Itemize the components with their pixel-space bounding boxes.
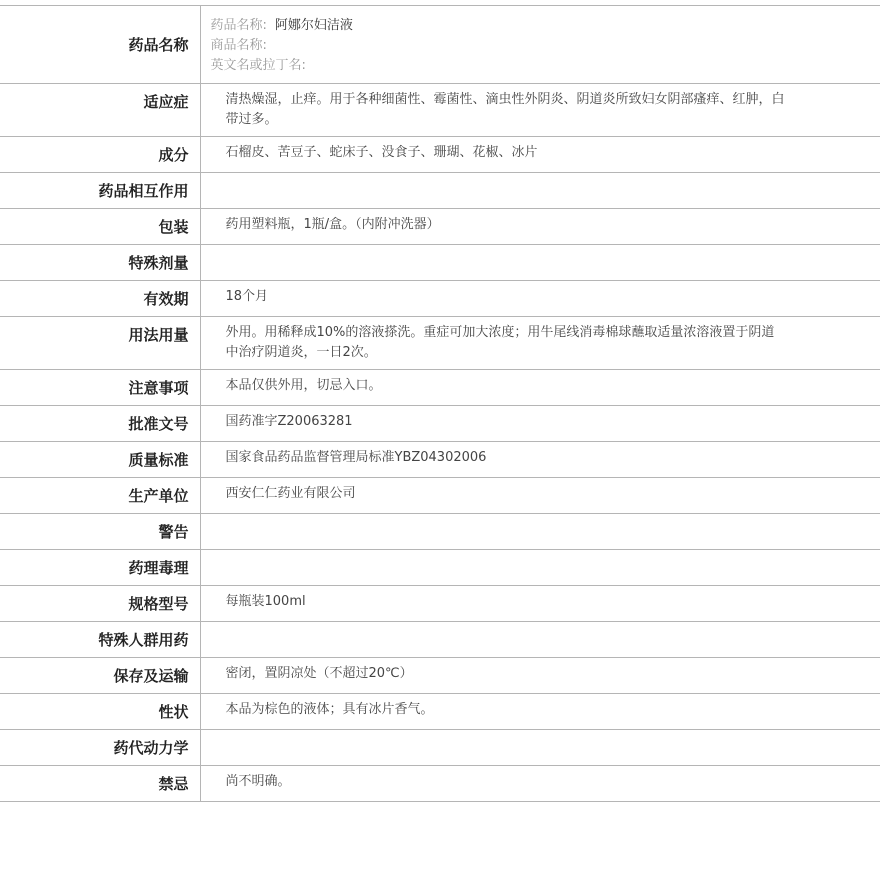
table-row xyxy=(0,730,880,766)
row-label-warning: 警告 xyxy=(0,514,200,550)
indications-text: 清热燥湿，止痒。用于各种细菌性、霉菌性、滴虫性外阴炎、阴道炎所致妇女阴部瘙痒、红肿，白带过多。 xyxy=(225,92,785,127)
trade-name-key: 商品名称: xyxy=(210,38,267,53)
row-label-approval: 批准文号 xyxy=(0,406,200,442)
row-label-pharmacokinetics: 药代动力学 xyxy=(0,730,200,766)
drug-name-cell xyxy=(200,6,880,84)
row-value-special-dosage xyxy=(200,245,880,281)
drug-name-row xyxy=(0,6,880,84)
table-row xyxy=(0,245,880,281)
row-value-description: 本品为棕色的液体；具有冰片香气。 xyxy=(200,694,880,730)
row-label-special-dosage: 特殊剂量 xyxy=(0,245,200,281)
row-label-specification: 规格型号 xyxy=(0,586,200,622)
generic-name-line xyxy=(211,16,880,36)
table-row xyxy=(0,622,880,658)
row-value-approval: 国药准字Z20063281 xyxy=(200,406,880,442)
table-row xyxy=(0,586,880,622)
table-row xyxy=(0,370,880,406)
table-row xyxy=(0,137,880,173)
row-label-description: 性状 xyxy=(0,694,200,730)
table-row xyxy=(0,317,880,370)
row-label-special-population: 特殊人群用药 xyxy=(0,622,200,658)
row-value-packaging: 药用塑料瓶，1瓶/盒。（内附冲洗器） xyxy=(200,209,880,245)
trade-name-line xyxy=(211,36,880,56)
row-value-shelf-life: 18个月 xyxy=(200,281,880,317)
row-value-pharmacokinetics xyxy=(200,730,880,766)
row-value-ingredients: 石榴皮、苦豆子、蛇床子、没食子、珊瑚、花椒、冰片 xyxy=(200,137,880,173)
table-row xyxy=(0,658,880,694)
row-value-usage xyxy=(200,317,880,370)
table-row xyxy=(0,550,880,586)
generic-name-key: 药品名称: xyxy=(210,18,267,33)
row-value-standard: 国家食品药品监督管理局标准YBZ04302006 xyxy=(200,442,880,478)
row-label-storage: 保存及运输 xyxy=(0,658,200,694)
drug-info-table xyxy=(0,5,880,802)
row-label-manufacturer: 生产单位 xyxy=(0,478,200,514)
row-value-special-population xyxy=(200,622,880,658)
table-row xyxy=(0,514,880,550)
row-value-pharmacology xyxy=(200,550,880,586)
row-value-specification: 每瓶装100ml xyxy=(200,586,880,622)
table-row xyxy=(0,766,880,802)
row-value-warning xyxy=(200,514,880,550)
row-label-indications: 适应症 xyxy=(0,84,200,137)
table-row xyxy=(0,694,880,730)
row-value-precautions: 本品仅供外用，切忌入口。 xyxy=(200,370,880,406)
row-label-shelf-life: 有效期 xyxy=(0,281,200,317)
table-row xyxy=(0,406,880,442)
row-value-storage: 密闭，置阴凉处（不超过20℃） xyxy=(200,658,880,694)
english-name-line xyxy=(211,56,880,76)
table-row xyxy=(0,209,880,245)
row-label-standard: 质量标准 xyxy=(0,442,200,478)
table-row xyxy=(0,281,880,317)
drug-name-label: 药品名称 xyxy=(0,6,200,84)
table-row xyxy=(0,173,880,209)
row-label-interactions: 药品相互作用 xyxy=(0,173,200,209)
row-label-ingredients: 成分 xyxy=(0,137,200,173)
table-row xyxy=(0,478,880,514)
row-label-contraindications: 禁忌 xyxy=(0,766,200,802)
usage-text: 外用。用稀释成10%的溶液搽洗。重症可加大浓度；用牛尾线消毒棉球蘸取适量浓溶液置于阴道中治疗阴道炎，一日2次。 xyxy=(225,325,775,360)
row-label-usage: 用法用量 xyxy=(0,317,200,370)
row-value-manufacturer: 西安仁仁药业有限公司 xyxy=(200,478,880,514)
row-label-precautions: 注意事项 xyxy=(0,370,200,406)
table-row xyxy=(0,84,880,137)
row-value-indications xyxy=(200,84,880,137)
row-value-contraindications: 尚不明确。 xyxy=(200,766,880,802)
generic-name-value: 阿娜尔妇洁液 xyxy=(274,18,353,33)
table-row xyxy=(0,442,880,478)
row-value-interactions xyxy=(200,173,880,209)
row-label-pharmacology: 药理毒理 xyxy=(0,550,200,586)
english-name-key: 英文名或拉丁名: xyxy=(210,58,306,73)
row-label-packaging: 包装 xyxy=(0,209,200,245)
